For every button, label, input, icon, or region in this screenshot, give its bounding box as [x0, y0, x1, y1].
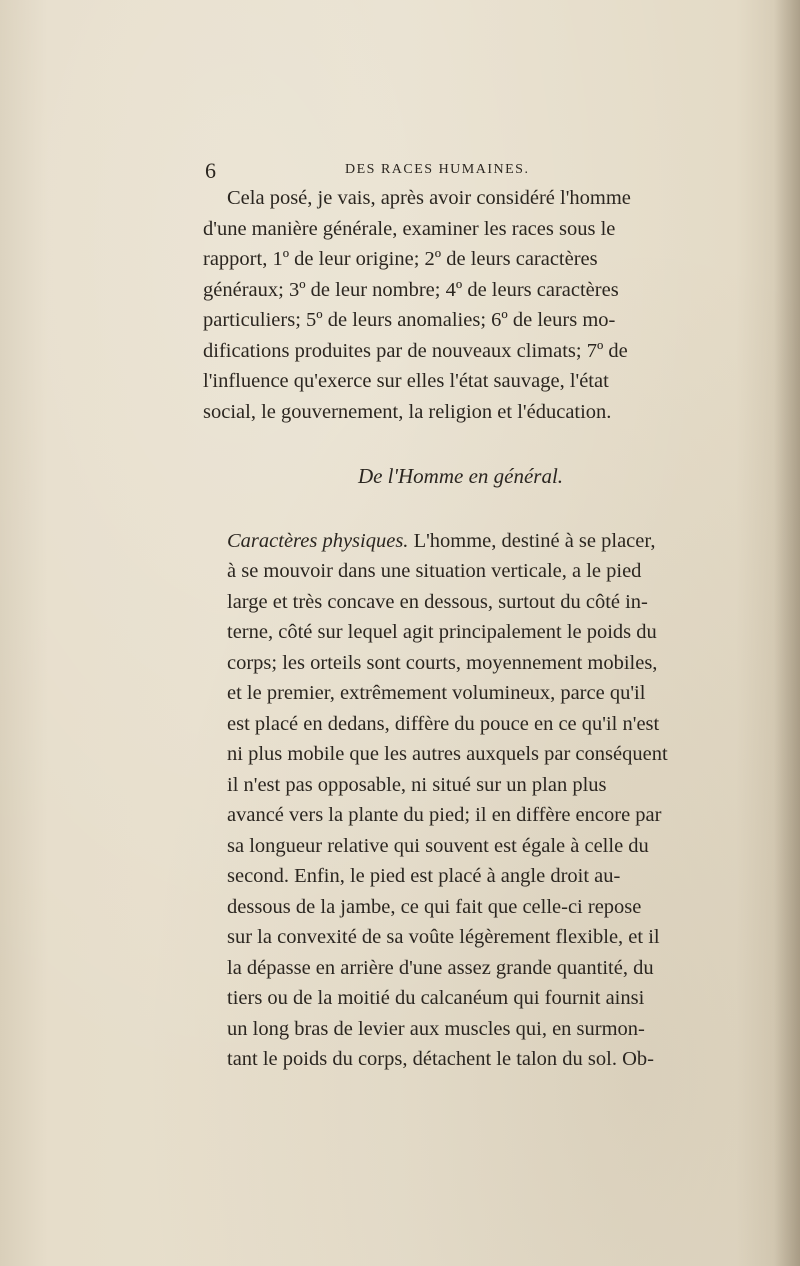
text-line: sa longueur relative qui souvent est égale à celle du: [227, 834, 649, 857]
page-number: 6: [205, 158, 216, 183]
intro-paragraph: [203, 183, 708, 427]
text-line: difications produites par de nouveaux climats; 7º de: [203, 339, 628, 362]
lead-phrase: Caractères physiques.: [227, 529, 409, 552]
first-line-rest: L'homme, destiné à se placer,: [408, 529, 656, 552]
text-line: Cela posé, je vais, après avoir considéré l'homme: [227, 187, 631, 209]
text-line: d'une manière générale, examiner les races sous le: [203, 217, 616, 240]
text-line: l'influence qu'exerce sur elles l'état sauvage, l'état: [203, 370, 609, 392]
text-line: avancé vers la plante du pied; il en diffère encore par: [227, 804, 662, 826]
text-line: rapport, 1º de leur origine; 2º de leurs caractères: [203, 248, 598, 270]
page-header: [205, 158, 735, 182]
text-line: terne, côté sur lequel agit principalement le poids du: [227, 621, 657, 643]
text-line: il n'est pas opposable, ni situé sur un plan plus: [227, 773, 607, 796]
text-line: est placé en dedans, diffère du pouce en ce qu'il n'est: [227, 712, 660, 735]
text-line: et le premier, extrêmement volumineux, parce qu'il: [227, 682, 646, 704]
text-line: second. Enfin, le pied est placé à angle droit au-: [227, 865, 621, 887]
text-line: tant le poids du corps, détachent le talon du sol. Ob-: [227, 1048, 654, 1070]
section-title: De l'Homme en général.: [357, 464, 564, 488]
page-edge-shadow: [774, 0, 800, 1266]
text-line: tiers ou de la moitié du calcanéum qui fournit ainsi: [227, 987, 645, 1009]
text-line: à se mouvoir dans une situation verticale, a le pied: [227, 560, 642, 582]
text-line-first: [203, 526, 708, 557]
text-line: dessous de la jambe, ce qui fait que celle-ci repose: [227, 895, 642, 918]
text-line: sur la convexité de sa voûte légèrement flexible, et il: [227, 926, 660, 948]
text-line: corps; les orteils sont courts, moyennement mobiles,: [227, 651, 658, 674]
text-line: la dépasse en arrière d'une assez grande quantité, du: [227, 956, 654, 979]
text-line: social, le gouvernement, la religion et l'éducation.: [203, 400, 612, 423]
text-line: un long bras de levier aux muscles qui, en surmon-: [227, 1017, 645, 1040]
text-line: large et très concave en dessous, surtout du côté in-: [227, 590, 648, 613]
text-block: [203, 183, 708, 1075]
text-line: particuliers; 5º de leurs anomalies; 6º de leurs mo-: [203, 309, 616, 331]
text-line: généraux; 3º de leur nombre; 4º de leurs caractères: [203, 278, 619, 301]
body-paragraph: [203, 526, 708, 1075]
running-head: DES RACES HUMAINES.: [345, 162, 530, 177]
text-line: ni plus mobile que les autres auxquels par conséquent: [227, 743, 668, 765]
